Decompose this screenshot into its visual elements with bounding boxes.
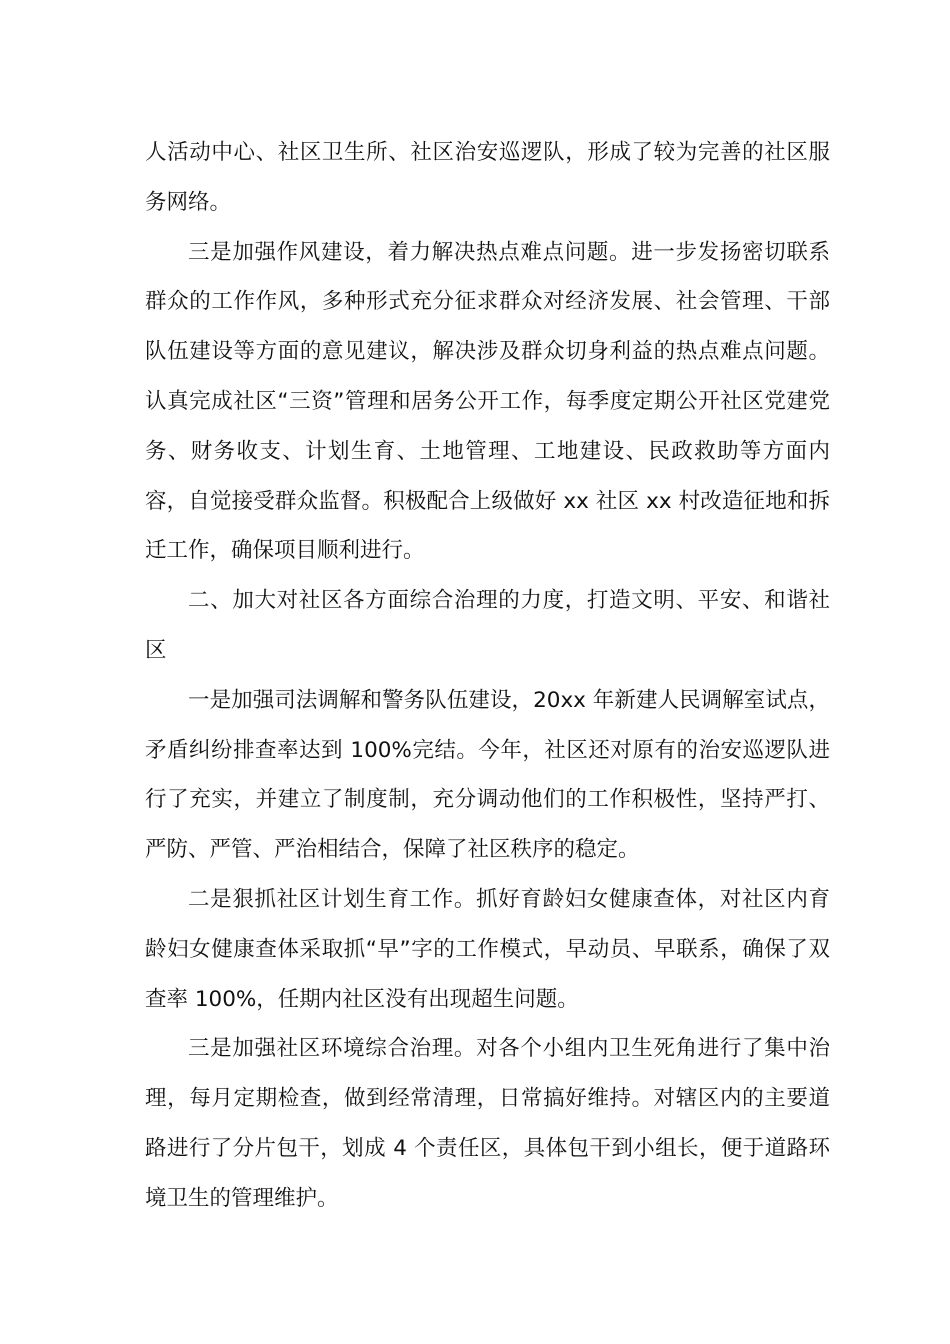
paragraph-mediation: 一是加强司法调解和警务队伍建设，20xx 年新建人民调解室试点，矛盾纠纷排查率达到 100%完结。今年，社区还对原有的治安巡逻队进行了充实，并建立了制度制，充分调动他们的工作积极性，坚持严打、严防、严管、严治相结合，保障了社区秩序的稳定。 [145, 687, 830, 863]
section-heading-governance: 二、加大对社区各方面综合治理的力度，打造文明、平安、和谐社区 [145, 588, 830, 663]
document-body [145, 128, 830, 1224]
paragraph-continuation: 人活动中心、社区卫生所、社区治安巡逻队，形成了较为完善的社区服务网络。 [145, 140, 830, 215]
paragraph-family-planning: 二是狠抓社区计划生育工作。抓好育龄妇女健康查体，对社区内育龄妇女健康查体采取抓“早”字的工作模式，早动员、早联系，确保了双查率 100%，任期内社区没有出现超生问题。 [145, 886, 830, 1012]
paragraph-environment: 三是加强社区环境综合治理。对各个小组内卫生死角进行了集中治理，每月定期检查，做到经常清理，日常搞好维持。对辖区内的主要道路进行了分片包干，划成 4 个责任区，具体包干到小组长，便于道路环境卫生的管理维护。 [145, 1036, 830, 1211]
paragraph-work-style: 三是加强作风建设，着力解决热点难点问题。进一步发扬密切联系群众的工作作风，多种形式充分征求群众对经济发展、社会管理、干部队伍建设等方面的意见建议，解决涉及群众切身利益的热点难点问题。认真完成社区“三资”管理和居务公开工作，每季度定期公开社区党建党务、财务收支、计划生育、土地管理、工地建设、民政救助等方面内容，自觉接受群众监督。积极配合上级做好 xx 社区 xx 村改造征地和拆迁工作，确保项目顺利进行。 [145, 239, 831, 564]
